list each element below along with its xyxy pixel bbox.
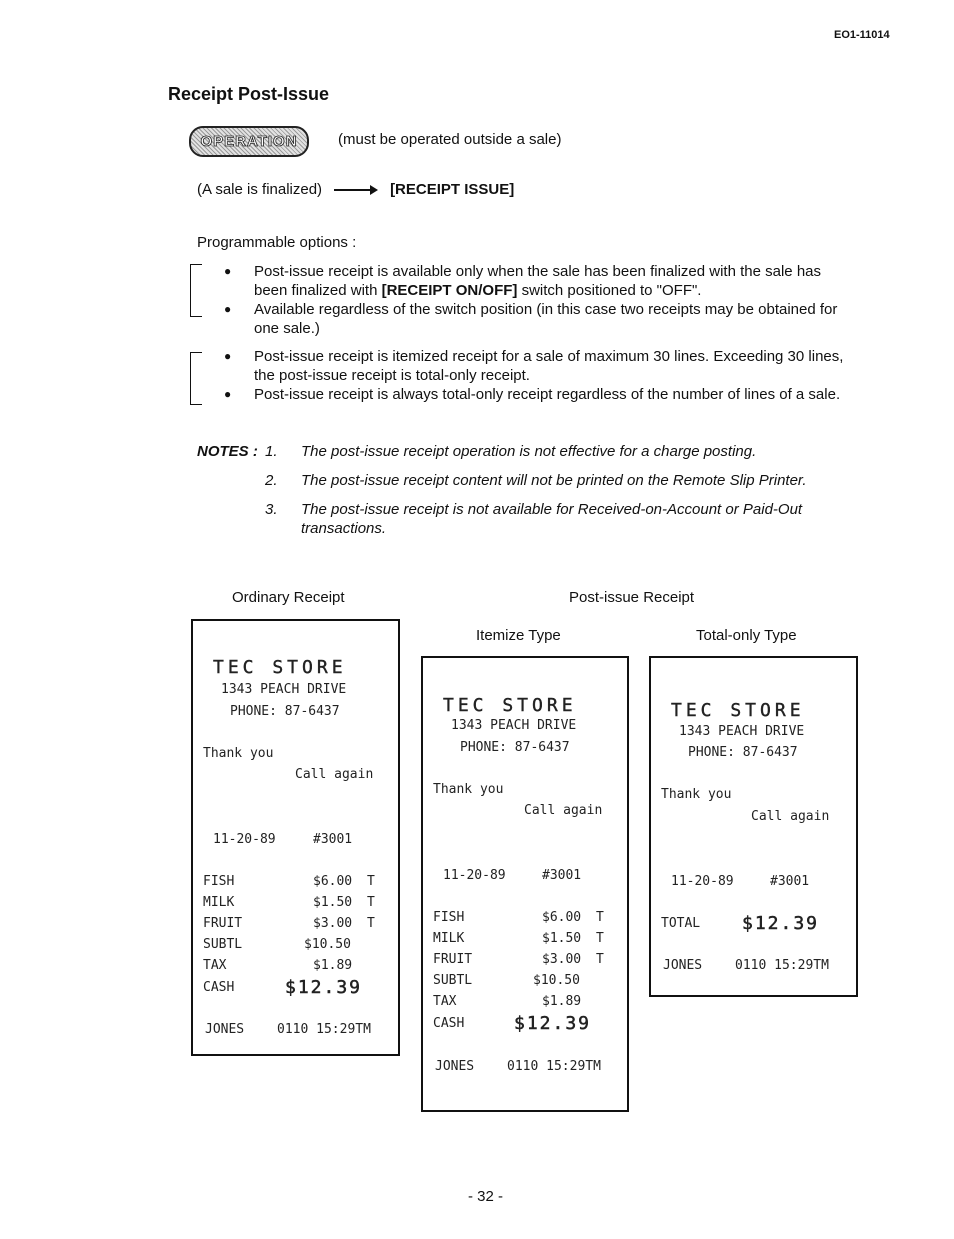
item-amount: $3.00 (313, 916, 353, 931)
itemize-receipt (421, 656, 629, 1112)
bullet-icon: ● (224, 302, 232, 316)
total-label: TOTAL (661, 916, 701, 931)
operation-flow (197, 181, 514, 198)
total-only-receipt (649, 656, 858, 997)
caption-totalonly: Total-only Type (696, 627, 797, 644)
thanks-message: Thank you (661, 787, 732, 802)
notes-label: NOTES : (197, 443, 258, 460)
operation-note: (must be operated outside a sale) (338, 131, 562, 148)
item-flag: T (596, 952, 604, 967)
note-text: The post-issue receipt is not available for Received-on-Account or Paid-Out transactions. (301, 501, 803, 537)
item-amount: $1.50 (313, 895, 353, 910)
cash-label: CASH (203, 980, 235, 995)
option-group-bracket (190, 352, 202, 405)
notes-section (197, 442, 867, 548)
page-number: - 32 - (468, 1188, 504, 1205)
note-text: The post-issue receipt operation is not effective for a charge posting. (301, 443, 757, 460)
store-phone: PHONE: 87-6437 (230, 704, 340, 719)
receipt-date: 11-20-89 (443, 868, 506, 883)
option-item: ● Post-issue receipt is available only when the sale has been finalized with the sale has been finalized with [RECEIPT ON/OFF] switch positioned to "OFF". (224, 263, 821, 299)
bullet-icon: ● (224, 387, 232, 401)
bullet-icon: ● (224, 349, 232, 363)
store-address: 1343 PEACH DRIVE (451, 718, 577, 733)
ordinary-receipt (191, 619, 400, 1056)
item-name: FISH (433, 910, 465, 925)
subtotal-label: SUBTL (203, 937, 243, 952)
call-again-message: Call again (524, 803, 603, 818)
item-amount: $6.00 (313, 874, 353, 889)
receipt-date: 11-20-89 (213, 832, 276, 847)
subtotal-value: $10.50 (533, 973, 580, 988)
option-item: ● Available regardless of the switch position (in this case two receipts may be obtained for one sale.) (224, 301, 838, 337)
item-flag: T (367, 895, 375, 910)
item-flag: T (596, 910, 604, 925)
tax-value: $1.89 (542, 994, 582, 1009)
receipt-date: 11-20-89 (671, 874, 734, 889)
receipt-footer: 0110 15:29TM (735, 958, 829, 973)
receipt-footer: 0110 15:29TM (507, 1059, 601, 1074)
clerk-name: JONES (205, 1022, 245, 1037)
bullet-icon: ● (224, 264, 232, 278)
tax-value: $1.89 (313, 958, 353, 973)
cash-value: $12.39 (514, 1013, 592, 1034)
option-item: ● Post-issue receipt is always total-only receipt regardless of the number of lines of a sale. (224, 386, 841, 403)
arrow-right-icon (334, 189, 374, 191)
item-flag: T (367, 916, 375, 931)
item-name: FRUIT (433, 952, 473, 967)
cash-value: $12.39 (285, 977, 363, 998)
subtotal-value: $10.50 (304, 937, 351, 952)
note-number: 3. (265, 501, 278, 518)
subtotal-label: SUBTL (433, 973, 473, 988)
item-amount: $1.50 (542, 931, 582, 946)
document-id: EO1-11014 (834, 29, 890, 41)
call-again-message: Call again (295, 767, 374, 782)
receipt-number: #3001 (770, 874, 810, 889)
operation-badge: OPERATION (189, 126, 309, 157)
item-amount: $6.00 (542, 910, 582, 925)
thanks-message: Thank you (203, 746, 274, 761)
note-number: 1. (265, 443, 278, 460)
item-name: MILK (433, 931, 465, 946)
store-name: TEC STORE (213, 657, 347, 678)
thanks-message: Thank you (433, 782, 504, 797)
option-item: ● Post-issue receipt is itemized receipt for a sale of maximum 30 lines. Exceeding 30 lines, the post-issue receipt is total-only receipt. (224, 348, 844, 384)
store-name: TEC STORE (443, 695, 577, 716)
receipt-footer: 0110 15:29TM (277, 1022, 371, 1037)
caption-itemize: Itemize Type (476, 627, 561, 644)
option-group-bracket (190, 264, 202, 317)
page-title: Receipt Post-Issue (168, 84, 330, 104)
note-item (197, 442, 867, 461)
receipt-number: #3001 (313, 832, 353, 847)
tax-label: TAX (433, 994, 457, 1009)
caption-ordinary: Ordinary Receipt (232, 589, 345, 606)
receipt-issue-key: [RECEIPT ISSUE] (390, 181, 515, 198)
option-group-1 (224, 262, 854, 338)
clerk-name: JONES (663, 958, 703, 973)
store-address: 1343 PEACH DRIVE (221, 682, 347, 697)
store-phone: PHONE: 87-6437 (688, 745, 798, 760)
store-address: 1343 PEACH DRIVE (679, 724, 805, 739)
tax-label: TAX (203, 958, 227, 973)
note-item (197, 500, 867, 538)
note-number: 2. (265, 472, 278, 489)
cash-label: CASH (433, 1016, 465, 1031)
receipt-number: #3001 (542, 868, 582, 883)
item-name: FISH (203, 874, 235, 889)
store-name: TEC STORE (671, 700, 805, 721)
note-text: The post-issue receipt content will not be printed on the Remote Slip Printer. (301, 472, 807, 489)
option-group-2 (224, 347, 854, 404)
clerk-name: JONES (435, 1059, 475, 1074)
item-amount: $3.00 (542, 952, 582, 967)
total-value: $12.39 (742, 913, 820, 934)
item-name: MILK (203, 895, 235, 910)
item-name: FRUIT (203, 916, 243, 931)
note-item (197, 471, 867, 490)
item-flag: T (367, 874, 375, 889)
call-again-message: Call again (751, 809, 830, 824)
precondition-text: (A sale is finalized) (197, 181, 323, 198)
caption-postissue: Post-issue Receipt (569, 589, 695, 606)
programmable-label: Programmable options : (197, 234, 357, 251)
item-flag: T (596, 931, 604, 946)
store-phone: PHONE: 87-6437 (460, 740, 570, 755)
